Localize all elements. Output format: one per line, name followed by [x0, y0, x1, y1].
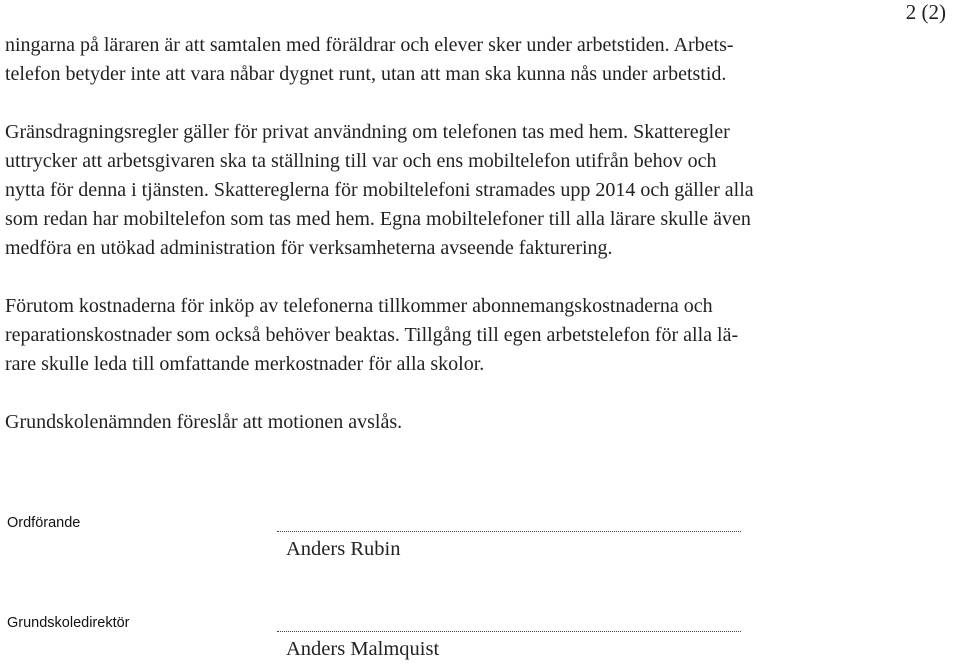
text-line: ningarna på läraren är att samtalen med föräldrar och elever sker under arbetstiden. Arbets-	[5, 34, 734, 56]
signature-dotted-line	[277, 531, 741, 532]
text-line: reparationskostnader som också behöver beaktas. Tillgång till egen arbetstelefon för alla lä-	[5, 324, 739, 346]
signature-role-label: Ordförande	[7, 515, 81, 531]
text-line: nytta för denna i tjänsten. Skattereglerna för mobiltelefoni stramades upp 2014 och gäller alla	[5, 179, 754, 201]
text-line: uttrycker att arbetsgivaren ska ta ställning till var och ens mobiltelefon utifrån behov och	[5, 150, 717, 172]
text-line: medföra en utökad administration för verksamheterna avseende fakturering.	[5, 237, 613, 259]
text-line: som redan har mobiltelefon som tas med hem. Egna mobiltelefoner till alla lärare skulle även	[5, 208, 751, 230]
text-line: Gränsdragningsregler gäller för privat användning om telefonen tas med hem. Skatteregler	[5, 121, 730, 143]
page-number: 2 (2)	[905, 0, 946, 24]
text-line: Förutom kostnaderna för inköp av telefonerna tillkommer abonnemangskostnaderna och	[5, 295, 713, 317]
text-line: telefon betyder inte att vara nåbar dygnet runt, utan att man ska kunna nås under arbetstid.	[5, 63, 727, 85]
text-line: rare skulle leda till omfattande merkostnader för alla skolor.	[5, 353, 485, 375]
signature-name: Anders Malmquist	[286, 638, 440, 660]
signature-name: Anders Rubin	[286, 538, 401, 560]
text-line: Grundskolenämnden föreslår att motionen avslås.	[5, 411, 403, 433]
signature-role-label: Grundskoledirektör	[7, 615, 130, 631]
signature-dotted-line	[277, 631, 741, 632]
